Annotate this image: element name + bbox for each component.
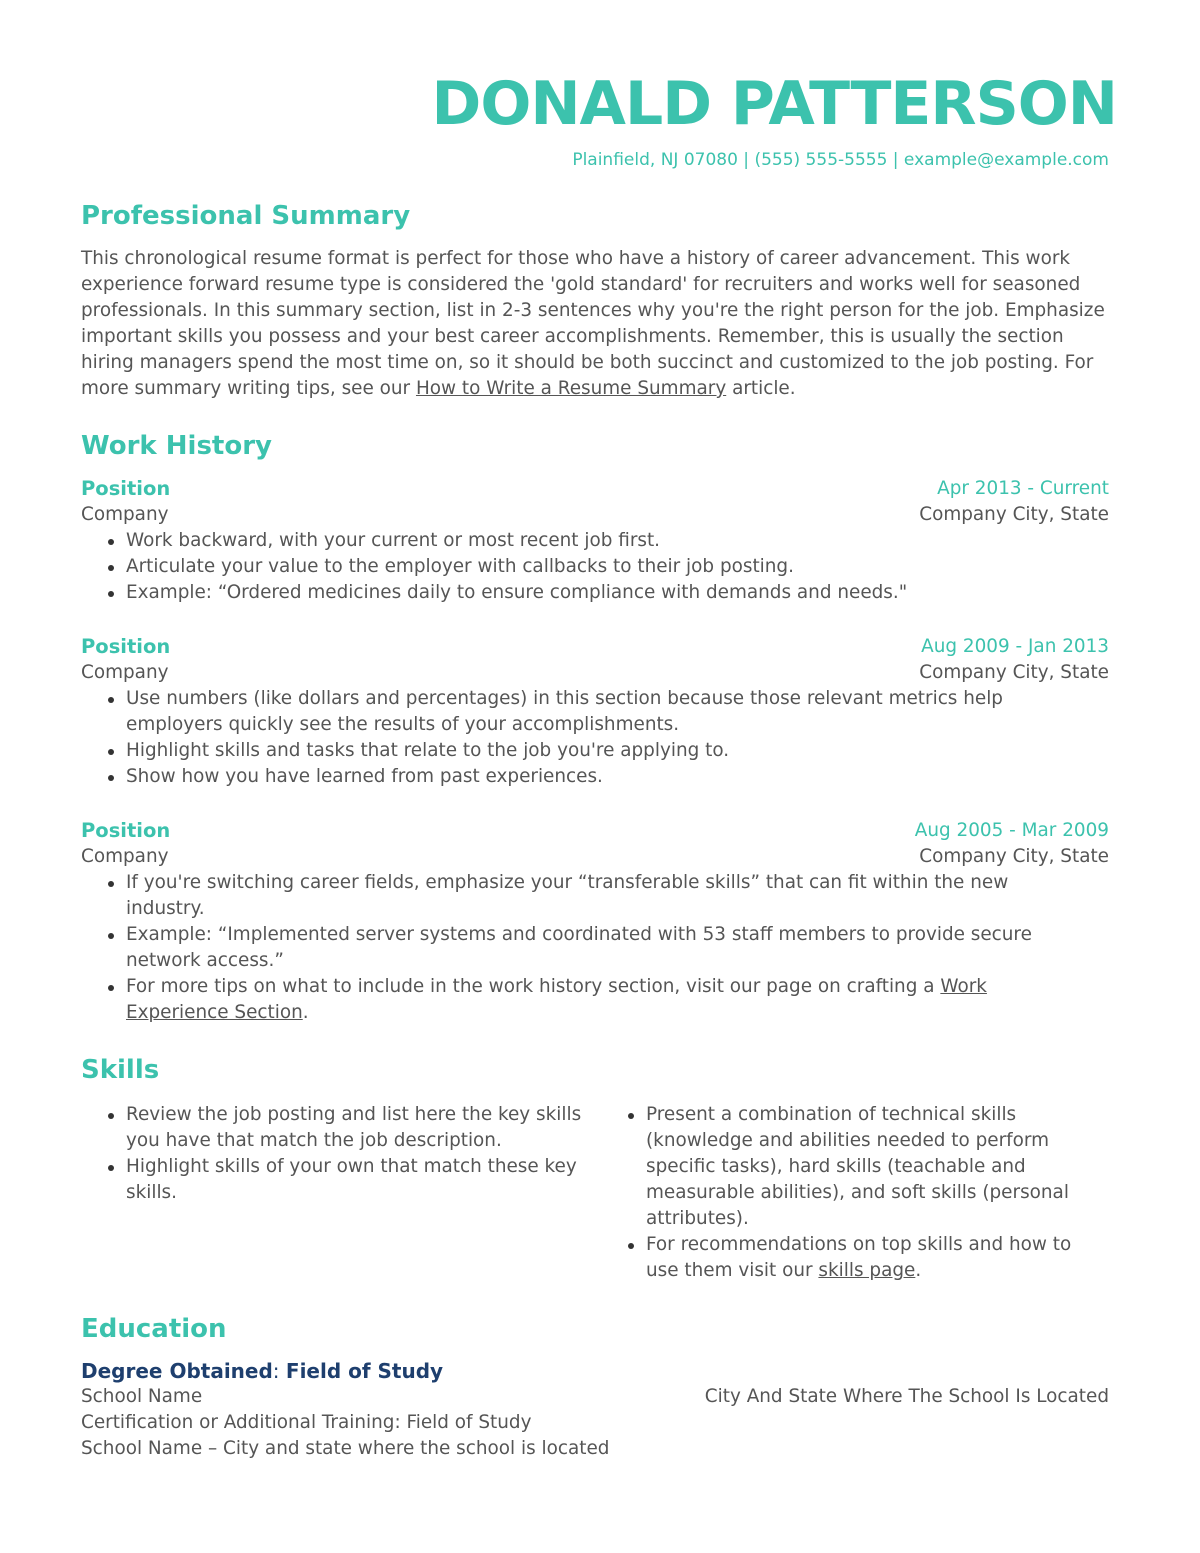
skills-column-left: [81, 1102, 601, 1206]
job-bullets: [81, 686, 1066, 790]
list-item: [646, 1232, 1099, 1284]
job-company: Company: [81, 504, 169, 525]
list-item: Work backward, with your current or most recent job first.: [126, 528, 1109, 554]
resume-page: [81, 0, 1117, 1553]
job-position: Position: [81, 477, 171, 500]
job-header-row: [81, 634, 1109, 660]
list-item: If you're switching career fields, emphasize your “transferable skills” that can fit within the new industry.: [126, 870, 1066, 922]
job-company: Company: [81, 846, 169, 867]
job-company: Company: [81, 662, 169, 683]
resume-summary-link[interactable]: How to Write a Resume Summary: [415, 378, 727, 399]
list-item: Highlight skills of your own that match these key skills.: [126, 1154, 601, 1206]
list-item: Articulate your value to the employer with callbacks to their job posting.: [126, 554, 1109, 580]
education-heading: Education: [81, 1314, 227, 1344]
job-header-row: [81, 476, 1109, 502]
list-item: Example: “Implemented server systems and coordinated with 53 staff members to provide secure network access.”: [126, 922, 1066, 974]
job-entry: [81, 818, 1109, 1026]
list-item-tail: .: [302, 1002, 309, 1023]
job-company-row: [81, 844, 1109, 870]
job-position: Position: [81, 635, 171, 658]
list-item: Use numbers (like dollars and percentages) in this section because those relevant metrics help employers quickly see the results of your accomplishments.: [126, 686, 1066, 738]
skills-list: [81, 1102, 601, 1206]
contact-info: Plainfield, NJ 07080 | (555) 555-5555 | example@example.com: [572, 150, 1109, 170]
education-entry: [81, 1358, 1109, 1462]
list-item: [126, 974, 1066, 1026]
job-location: Company City, State: [919, 504, 1109, 525]
summary-tail: article.: [726, 378, 796, 399]
degree-line: [81, 1358, 1109, 1384]
list-item-text: For more tips on what to include in the work history section, visit our page on crafting a: [126, 976, 941, 997]
candidate-name: DONALD PATTERSON: [431, 69, 1117, 139]
summary-body: This chronological resume format is perfect for those who have a history of career advancement. This work experience forward resume type is considered the 'gold standard' for recruiters and works well for seasoned professionals. In this summary section, list in 2-3 sentences why you're the right person for the job. Emphasize important skills you possess and your best career accomplishments. Remember, this is usually the section hiring managers spend the most time on, so it should be both succinct and customized to the job posting. For more summary writing tips, see our: [81, 248, 1105, 399]
school-row: [81, 1384, 1109, 1410]
list-item: Show how you have learned from past experiences.: [126, 764, 1066, 790]
certification-school-line: School Name – City and state where the school is located: [81, 1438, 610, 1459]
job-company-row: [81, 502, 1109, 528]
list-item: Example: “Ordered medicines daily to ensure compliance with demands and needs.": [126, 580, 1109, 606]
school-location: City And State Where The School Is Located: [704, 1386, 1109, 1407]
list-item-tail: .: [915, 1260, 922, 1281]
summary-heading: Professional Summary: [81, 201, 411, 231]
job-bullets: [81, 528, 1109, 606]
work-experience-link[interactable]: Work Experience Section: [126, 976, 987, 1023]
skills-column-right: [601, 1102, 1099, 1284]
job-location: Company City, State: [919, 846, 1109, 867]
list-item-text: For recommendations on top skills and how to use them visit our: [646, 1234, 1072, 1281]
work-history-heading: Work History: [81, 431, 272, 461]
school-name: School Name: [81, 1386, 203, 1407]
job-entry: [81, 634, 1109, 790]
certification-line: Certification or Additional Training: Field of Study: [81, 1412, 532, 1433]
skills-heading: Skills: [81, 1055, 160, 1085]
job-position: Position: [81, 819, 171, 842]
list-item: Review the job posting and list here the key skills you have that match the job description.: [126, 1102, 601, 1154]
job-dates: Aug 2005 - Mar 2009: [914, 820, 1109, 841]
summary-text: [81, 246, 1109, 402]
job-location: Company City, State: [919, 662, 1109, 683]
job-dates: Aug 2009 - Jan 2013: [921, 636, 1109, 657]
degree-obtained: Degree Obtained: [81, 1359, 273, 1383]
job-entry: [81, 476, 1109, 606]
list-item: Present a combination of technical skills (knowledge and abilities needed to perform specific tasks), hard skills (teachable and measurable abilities), and soft skills (personal attributes).: [646, 1102, 1099, 1232]
skills-list: [601, 1102, 1099, 1284]
list-item: Highlight skills and tasks that relate to the job you're applying to.: [126, 738, 1066, 764]
job-header-row: [81, 818, 1109, 844]
field-of-study: Field of Study: [285, 1359, 444, 1383]
job-company-row: [81, 660, 1109, 686]
skills-page-link[interactable]: skills page: [818, 1260, 916, 1281]
job-dates: Apr 2013 - Current: [937, 478, 1109, 499]
degree-separator: :: [272, 1359, 286, 1383]
job-bullets: [81, 870, 1066, 1026]
